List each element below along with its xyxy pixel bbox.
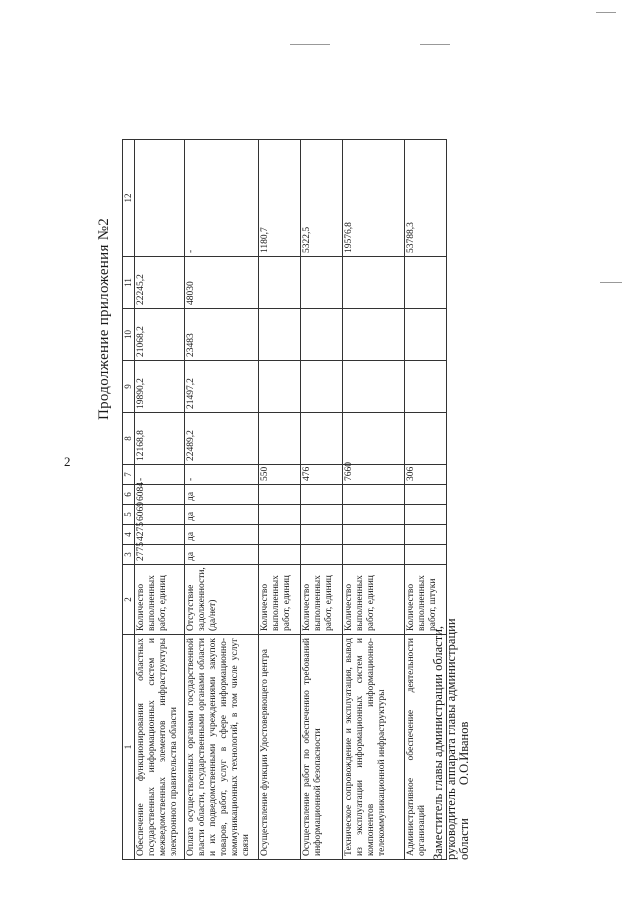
table-cell <box>301 413 343 465</box>
table-cell <box>343 361 405 413</box>
table-cell <box>405 257 447 309</box>
column-header: 3 <box>123 545 135 565</box>
table-cell: - <box>185 465 259 485</box>
scan-mark <box>600 282 622 283</box>
table-cell <box>259 525 301 545</box>
table-cell: 2775 <box>135 545 185 565</box>
table-cell <box>343 525 405 545</box>
table-row <box>259 140 301 860</box>
table-cell <box>259 257 301 309</box>
table-cell <box>301 545 343 565</box>
table-cell <box>343 505 405 525</box>
table-cell: 21068,2 <box>135 309 185 361</box>
table-cell: 22489,2 <box>185 413 259 465</box>
table-cell: - <box>185 140 259 257</box>
table-cell: 12168,8 <box>135 413 185 465</box>
column-header: 8 <box>123 413 135 465</box>
scan-mark <box>596 12 616 13</box>
table-cell: 4275 <box>135 525 185 545</box>
row-indicator: Количество выполненных работ, единиц <box>343 565 405 635</box>
table-cell <box>343 309 405 361</box>
signature-block <box>432 380 471 860</box>
table-cell <box>343 485 405 505</box>
column-header: 11 <box>123 257 135 309</box>
column-header: 10 <box>123 309 135 361</box>
table-cell <box>259 485 301 505</box>
appendix-heading: Продолжение приложения №2 <box>96 217 112 420</box>
table-cell <box>301 525 343 545</box>
table-cell: 1180,7 <box>259 140 301 257</box>
table-header-row <box>123 140 135 860</box>
signature-line: Заместитель главы администрации области, <box>431 625 445 860</box>
table-cell: 476 <box>301 465 343 485</box>
table-cell: да <box>185 505 259 525</box>
table-cell: 6084 <box>135 485 185 505</box>
table-cell: 48030 <box>185 257 259 309</box>
table-cell: 7660 <box>343 465 405 485</box>
row-name: Административное обеспечение деятельности организаций <box>405 635 447 860</box>
row-indicator: Количество выполненных работ, единиц <box>259 565 301 635</box>
column-header: 1 <box>123 635 135 860</box>
table-row <box>301 140 343 860</box>
row-indicator: Количество выполненных работ, единиц <box>301 565 343 635</box>
signatory-name: О.О.Иванов <box>457 721 471 786</box>
table-cell: 23483 <box>185 309 259 361</box>
table-cell <box>135 140 185 257</box>
table-cell: да <box>185 525 259 545</box>
row-name: Обеспечение функционирования областных государственных информационных систем и межведомственных элементов инфраструктуры электронного правительства области <box>135 635 185 860</box>
table-cell <box>343 257 405 309</box>
row-indicator: Количество выполненных работ, единиц <box>135 565 185 635</box>
appendix-table <box>122 139 447 860</box>
table-cell: 5322,5 <box>301 140 343 257</box>
rotated-page-content <box>96 45 496 860</box>
table-cell <box>301 257 343 309</box>
table-row <box>185 140 259 860</box>
table-cell <box>301 309 343 361</box>
row-name: Осуществление функции Удостоверяющего центра <box>259 635 301 860</box>
column-header: 2 <box>123 565 135 635</box>
table-cell: 21497,2 <box>185 361 259 413</box>
row-indicator: Отсутствие задолженности, (да/нет) <box>185 565 259 635</box>
signature-line: руководитель аппарата главы администрации <box>444 618 458 860</box>
table-row <box>343 140 405 860</box>
table-cell <box>301 505 343 525</box>
table-cell: 19576,8 <box>343 140 405 257</box>
table-cell <box>259 505 301 525</box>
table-cell <box>259 309 301 361</box>
table-cell <box>343 413 405 465</box>
row-name: Оплата осуществленных органами государственной власти области, государственными органами области и их подведомственными учреждениями закупок товаров, работ, услуг в сфере информационно-коммуникационных технологий, в том числе услуг связи <box>185 635 259 860</box>
column-header: 6 <box>123 485 135 505</box>
column-header: 9 <box>123 361 135 413</box>
signature-region: области <box>457 818 471 860</box>
table-cell <box>259 413 301 465</box>
row-name: Техническое сопровождение и эксплуатация, вывод из эксплуатации информационных систем и компонентов информационно-телекоммуникационной инфраструктуры <box>343 635 405 860</box>
column-header: 5 <box>123 505 135 525</box>
table-cell <box>301 485 343 505</box>
table-cell <box>301 361 343 413</box>
table-row <box>135 140 185 860</box>
table-cell <box>259 545 301 565</box>
table-cell: да <box>185 485 259 505</box>
table-cell: 19890,2 <box>135 361 185 413</box>
table-cell: 6069 <box>135 505 185 525</box>
column-header: 7 <box>123 465 135 485</box>
table-cell: - <box>135 465 185 485</box>
column-header: 4 <box>123 525 135 545</box>
column-header: 12 <box>123 140 135 257</box>
table-cell <box>259 361 301 413</box>
table-cell: 306 <box>405 465 447 485</box>
row-name: Осуществление работ по обеспечению требований информационной безопасности <box>301 635 343 860</box>
table-cell: 22245,2 <box>135 257 185 309</box>
table-cell: да <box>185 545 259 565</box>
table-cell: 550 <box>259 465 301 485</box>
page-number: 2 <box>64 454 71 469</box>
table-cell: 53788,3 <box>405 140 447 257</box>
signature-line-name <box>458 380 471 860</box>
table-cell <box>405 309 447 361</box>
row-indicator: Количество выполненных работ, штуки <box>405 565 447 635</box>
table-cell <box>343 545 405 565</box>
